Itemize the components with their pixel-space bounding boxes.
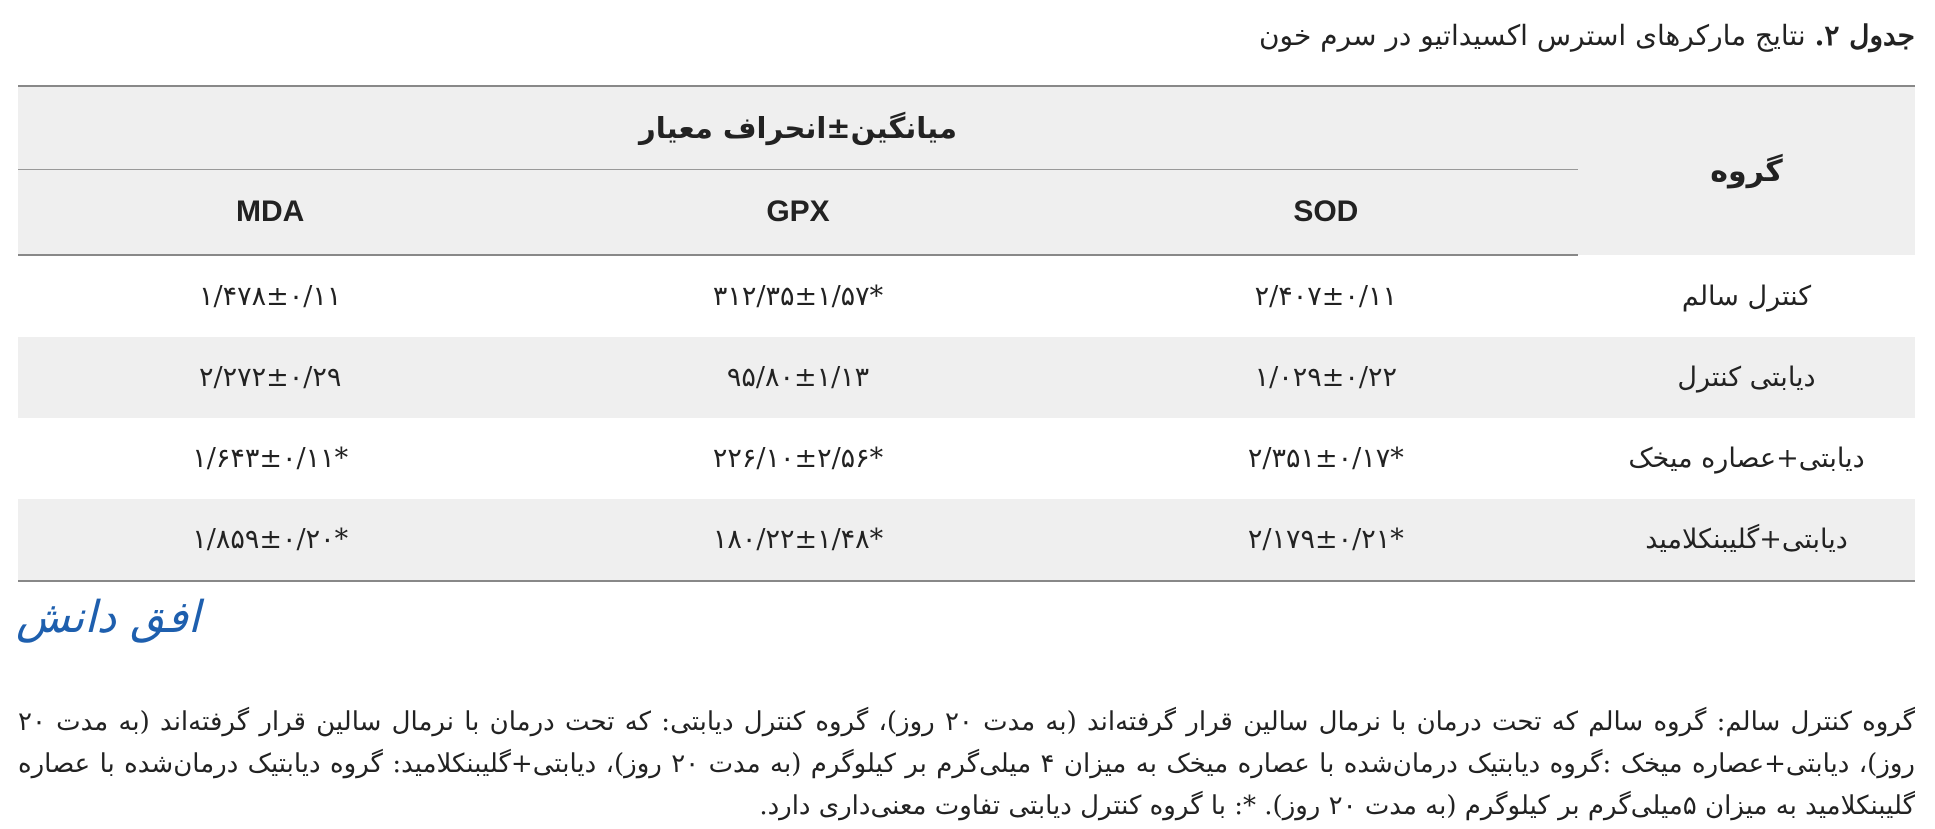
gpx-value: ۱۸۰/۲۲±۱/۴۸* [522, 499, 1073, 581]
table-row [18, 337, 1915, 418]
gpx-value: ۹۵/۸۰±۱/۱۳ [522, 337, 1073, 418]
results-table [18, 85, 1915, 582]
table-row [18, 255, 1915, 337]
table-row [18, 499, 1915, 581]
group-name: دیابتی+گلیبنکلامید [1578, 499, 1915, 581]
caption-text: نتایج مارکرهای استرس اکسیداتیو در سرم خون [1258, 19, 1815, 52]
group-column-header: گروه [1578, 86, 1915, 255]
table-header-row [18, 86, 1915, 170]
mda-value: ۱/۴۷۸±۰/۱۱ [199, 281, 342, 312]
gpx-value: ۲۲۶/۱۰±۲/۵۶* [712, 443, 884, 474]
table-footnote: گروه کنترل سالم: گروه سالم که تحت درمان با نرمال سالین قرار گرفته‌اند (به مدت ۲۰ روز)، گروه کنترل دیابتی: که تحت درمان با نرمال سالین قرار گرفته‌اند (به مدت ۲۰ روز)، دیابتی+عصاره میخک :گروه دیابتیک درمان‌شده با عصاره میخک به میزان ۴ میلی‌گرم بر کیلوگرم (به مدت ۲۰ روز)، دیابتی+گلیبنکلامید: گروه دیابتیک درمان‌شده با عصاره گلیبنکلامید به میزان ۵میلی‌گرم بر کیلوگرم (به مدت ۲۰ روز). *: با گروه کنترل دیابتی تفاوت معنی‌داری دارد. [18, 707, 1915, 821]
sod-value: ۲/۳۵۱±۰/۱۷* [1247, 443, 1404, 474]
group-name: دیابتی کنترل [1578, 337, 1915, 418]
caption-label: جدول ۲. [1814, 19, 1915, 52]
group-name: دیابتی+عصاره میخک [1628, 443, 1865, 474]
group-name: کنترل سالم [1681, 280, 1812, 312]
table-caption [1259, 12, 1915, 60]
table-row [18, 418, 1915, 499]
mean-sd-header: میانگین±انحراف معیار [18, 86, 1578, 170]
mda-value: ۱/۸۵۹±۰/۲۰* [18, 499, 522, 581]
mda-value: ۱/۶۴۳±۰/۱۱* [192, 443, 349, 474]
gpx-column-header: GPX [522, 170, 1073, 256]
mda-column-header: MDA [18, 170, 522, 256]
sod-value: ۲/۴۰۷±۰/۱۱ [1254, 281, 1397, 312]
sod-column-header: SOD [1074, 170, 1578, 256]
mda-value: ۲/۲۷۲±۰/۲۹ [18, 337, 522, 418]
sod-value: ۱/۰۲۹±۰/۲۲ [1074, 337, 1578, 418]
journal-logo: افق دانش [16, 592, 201, 643]
gpx-value: ۳۱۲/۳۵±۱/۵۷* [712, 281, 884, 312]
sod-value: ۲/۱۷۹±۰/۲۱* [1074, 499, 1578, 581]
